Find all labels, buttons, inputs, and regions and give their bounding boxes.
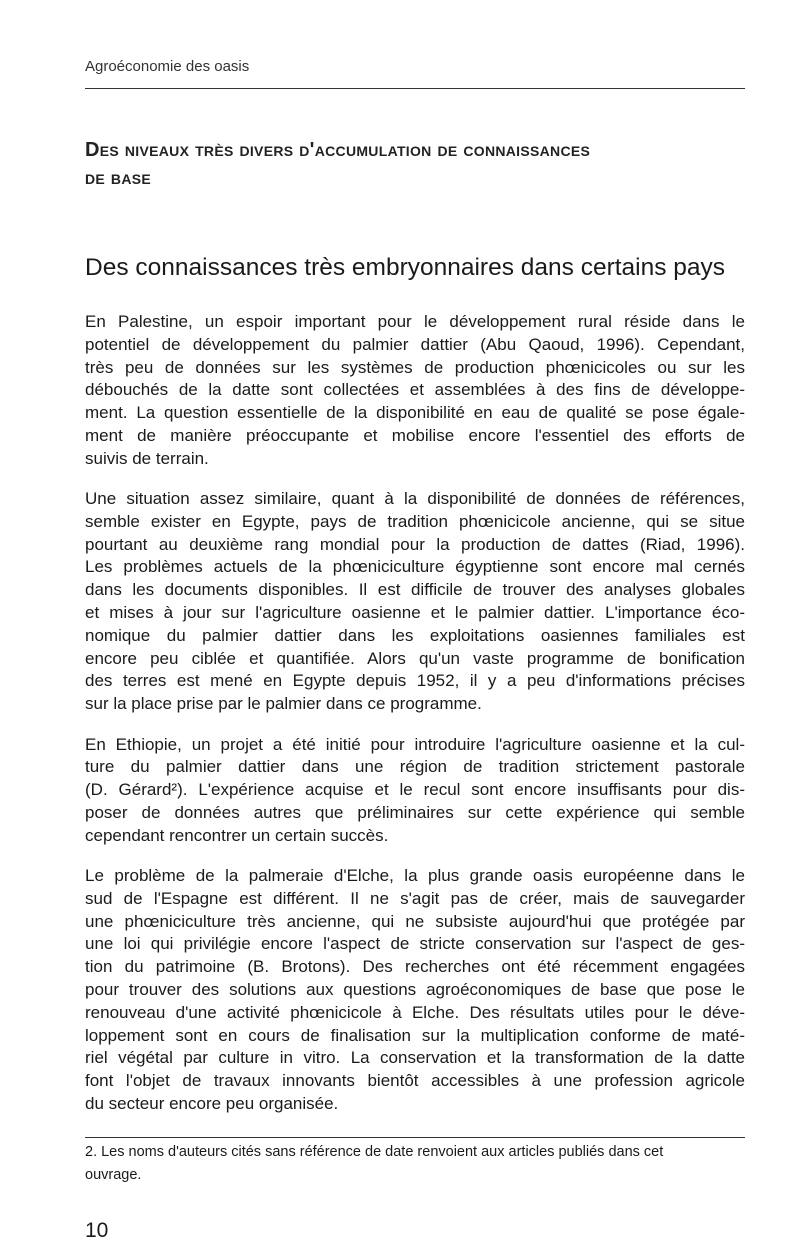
section-title-line: de base	[85, 167, 152, 189]
paragraph-line: dans les documents disponibles. Il est difficile de trouver des analyses globales	[85, 580, 745, 600]
paragraph-line: et mises à jour sur l'agriculture oasienne et le palmier dattier. L'importance éco-	[85, 603, 745, 623]
paragraph-line: des terres est mené en Egypte depuis 1952, il y a peu d'informations précises	[85, 671, 745, 691]
page-number: 10	[85, 1219, 109, 1242]
paragraph-line: suivis de terrain.	[85, 448, 209, 468]
paragraph-line: ment. La question essentielle de la disponibilité en eau de qualité se pose égale-	[85, 403, 745, 423]
footnote	[85, 1141, 745, 1187]
section-title	[85, 136, 745, 192]
paragraph-line: loppement sont en cours de finalisation sur la multiplication conforme de maté-	[85, 1025, 745, 1045]
paragraph-line: cependant rencontrer un certain succès.	[85, 825, 389, 845]
paragraph	[85, 311, 745, 471]
paragraph-line: Une situation assez similaire, quant à la disponibilité de données de références,	[85, 489, 745, 509]
paragraph-line: ture du palmier dattier dans une région de tradition strictement pastorale	[85, 757, 745, 777]
paragraph-line: débouchés de la datte sont collectées et assemblées à des fins de développe-	[85, 380, 745, 400]
paragraph-line: pour trouver des solutions aux questions agroéconomiques de base que pose le	[85, 980, 745, 1000]
paragraph-line: nomique du palmier dattier dans les exploitations oasiennes familiales est	[85, 625, 745, 645]
paragraph-line: pourtant au deuxième rang mondial pour la production de dattes (Riad, 1996).	[85, 534, 745, 554]
paragraph-line: très peu de données sur les systèmes de production phœnicicoles ou sur les	[85, 357, 745, 377]
paragraph-line: (D. Gérard²). L'expérience acquise et le recul sont encore insuffisants pour dis-	[85, 780, 745, 800]
paragraph	[85, 488, 745, 716]
paragraph-line: potentiel de développement du palmier dattier (Abu Qaoud, 1996). Cependant,	[85, 334, 745, 354]
paragraph-line: semble exister en Egypte, pays de tradition phœnicicole ancienne, qui se situe	[85, 511, 745, 531]
paragraph-line: sud de l'Espagne est différent. Il ne s'agit pas de créer, mais de sauvegarder	[85, 888, 745, 908]
paragraph-line: riel végétal par culture in vitro. La conservation et la transformation de la datte	[85, 1048, 745, 1068]
paragraph-line: En Palestine, un espoir important pour le développement rural réside dans le	[85, 312, 745, 331]
paragraph-line: Le problème de la palmeraie d'Elche, la plus grande oasis européenne dans le	[85, 866, 745, 886]
header-rule	[85, 88, 745, 89]
paragraph	[85, 734, 745, 848]
footnote-line: ouvrage.	[85, 1167, 142, 1183]
paragraph	[85, 865, 745, 1116]
section-title-line: Des niveaux très divers d'accumulation de connaissances	[85, 139, 591, 161]
paragraph-line: En Ethiopie, un projet a été initié pour introduire l'agriculture oasienne et la cul-	[85, 734, 745, 754]
paragraph-line: une phœniciculture très ancienne, qui ne subsiste aujourd'hui que protégée par	[85, 911, 745, 931]
paragraph-line: poser de données autres que préliminaires sur cette expérience qui semble	[85, 802, 745, 822]
body-text	[85, 311, 745, 1133]
paragraph-line: sur la place prise par le palmier dans ce programme.	[85, 694, 482, 714]
paragraph-line: tion du patrimoine (B. Brotons). Des recherches ont été récemment engagées	[85, 957, 745, 977]
paragraph-line: ment de manière préoccupante et mobilise encore l'essentiel des efforts de	[85, 425, 745, 445]
paragraph-line: encore peu ciblée et quantifiée. Alors qu'un vaste programme de bonification	[85, 648, 745, 668]
running-head: Agroéconomie des oasis	[85, 58, 250, 75]
footnote-rule	[85, 1137, 745, 1138]
footnote-line: 2. Les noms d'auteurs cités sans référence de date renvoient aux articles publiés dans cet	[85, 1144, 664, 1160]
paragraph-line: font l'objet de travaux innovants bientôt accessibles à une profession agricole	[85, 1071, 745, 1091]
paragraph-line: renouveau d'une activité phœnicicole à Elche. Des résultats utiles pour le déve-	[85, 1002, 745, 1022]
paragraph-line: Les problèmes actuels de la phœniciculture égyptienne sont encore mal cernés	[85, 557, 745, 577]
sub-title: Des connaissances très embryonnaires dans certains pays	[85, 254, 726, 281]
paragraph-line: une loi qui privilégie encore l'aspect de stricte conservation sur l'aspect de ges-	[85, 934, 745, 954]
paragraph-line: du secteur encore peu organisée.	[85, 1094, 339, 1113]
